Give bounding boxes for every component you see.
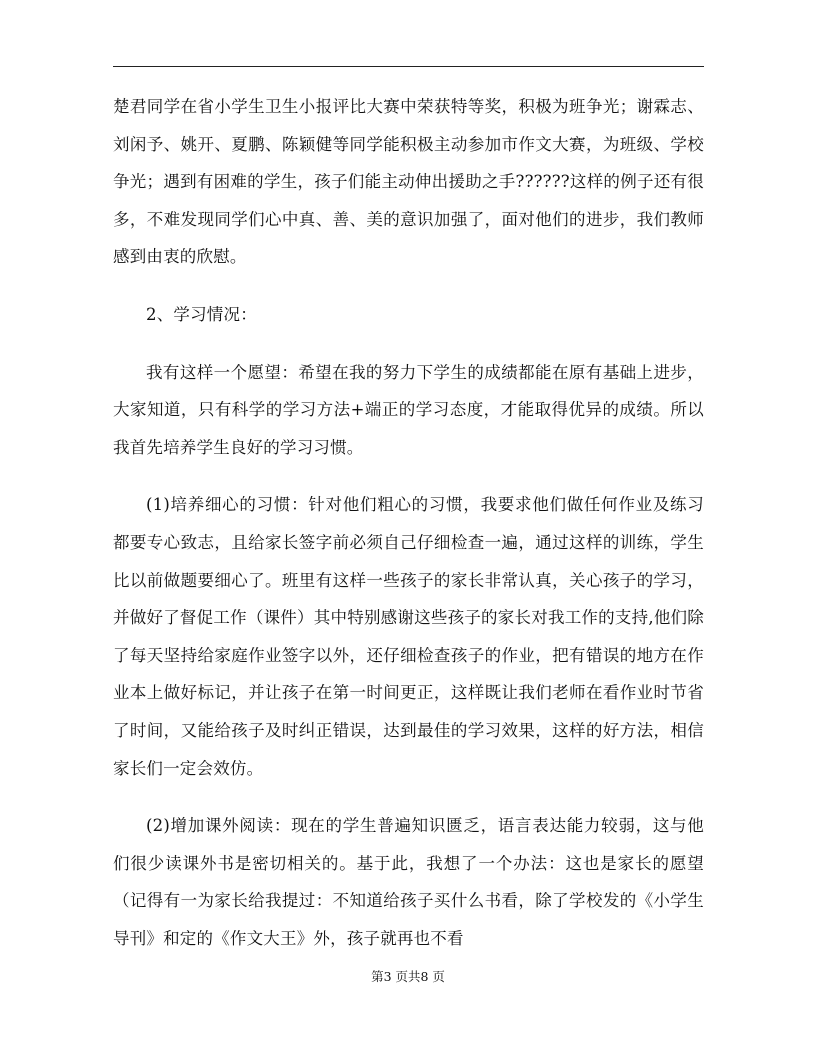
document-body [113, 88, 704, 957]
paragraph-wish: 我有这样一个愿望：希望在我的努力下学生的成绩都能在原有基础上进步，大家知道，只有科学的学习方法+端正的学习态度，才能取得优异的成绩。所以我首先培养学生良好的学习习惯。 [113, 362, 704, 457]
paragraph-gap [113, 466, 704, 486]
paragraph-extra-reading: (2)增加课外阅读：现在的学生普遍知识匮乏，语言表达能力较弱，这与他们很少读课外书是密切相关的。基于此，我想了一个办法：这也是家长的愿望（记得有一为家长给我提过：不知道给孩子买什么书看，除了学校发的《小学生导刊》和定的《作文大王》外，孩子就再也不看 [113, 816, 704, 948]
paragraph-gap [113, 276, 704, 296]
header-rule [113, 66, 704, 67]
paragraph-gap [113, 787, 704, 807]
section-heading-study: 2、学习情况： [146, 304, 257, 324]
paragraph-careful-habit: (1)培养细心的习惯：针对他们粗心的习惯，我要求他们做任何作业及练习都要专心致志，且给家长签字前必须自己仔细检查一遍，通过这样的训练，学生比以前做题要细心了。班里有这样一些孩子的家长非常认真，关心孩子的学习，并做好了督促工作（课件）其中特别感谢这些孩子的家长对我工作的支持,他们除了每天坚持给家庭作业签字以外，还仔细检查孩子的作业，把有错误的地方在作业本上做好标记，并让孩子在第一时间更正，这样既让我们老师在看作业时节省了时间，又能给孩子及时纠正错误，达到最佳的学习效果，这样的好方法，相信家长们一定会效仿。 [113, 495, 704, 778]
paragraph-gap [113, 334, 704, 354]
page-number: 第3 页共8 页 [371, 969, 445, 984]
paragraph-awards: 楚君同学在省小学生卫生小报评比大赛中荣获特等奖，积极为班争光；谢霖志、刘闲予、姚开、夏鹏、陈颖健等同学能积极主动参加市作文大赛，为班级、学校争光；遇到有困难的学生，孩子们能主动伸出援助之手??????这样的例子还有很多，不难发现同学们心中真、善、美的意识加强了，面对他们的进步，我们教师感到由衷的欣慰。 [113, 97, 704, 267]
